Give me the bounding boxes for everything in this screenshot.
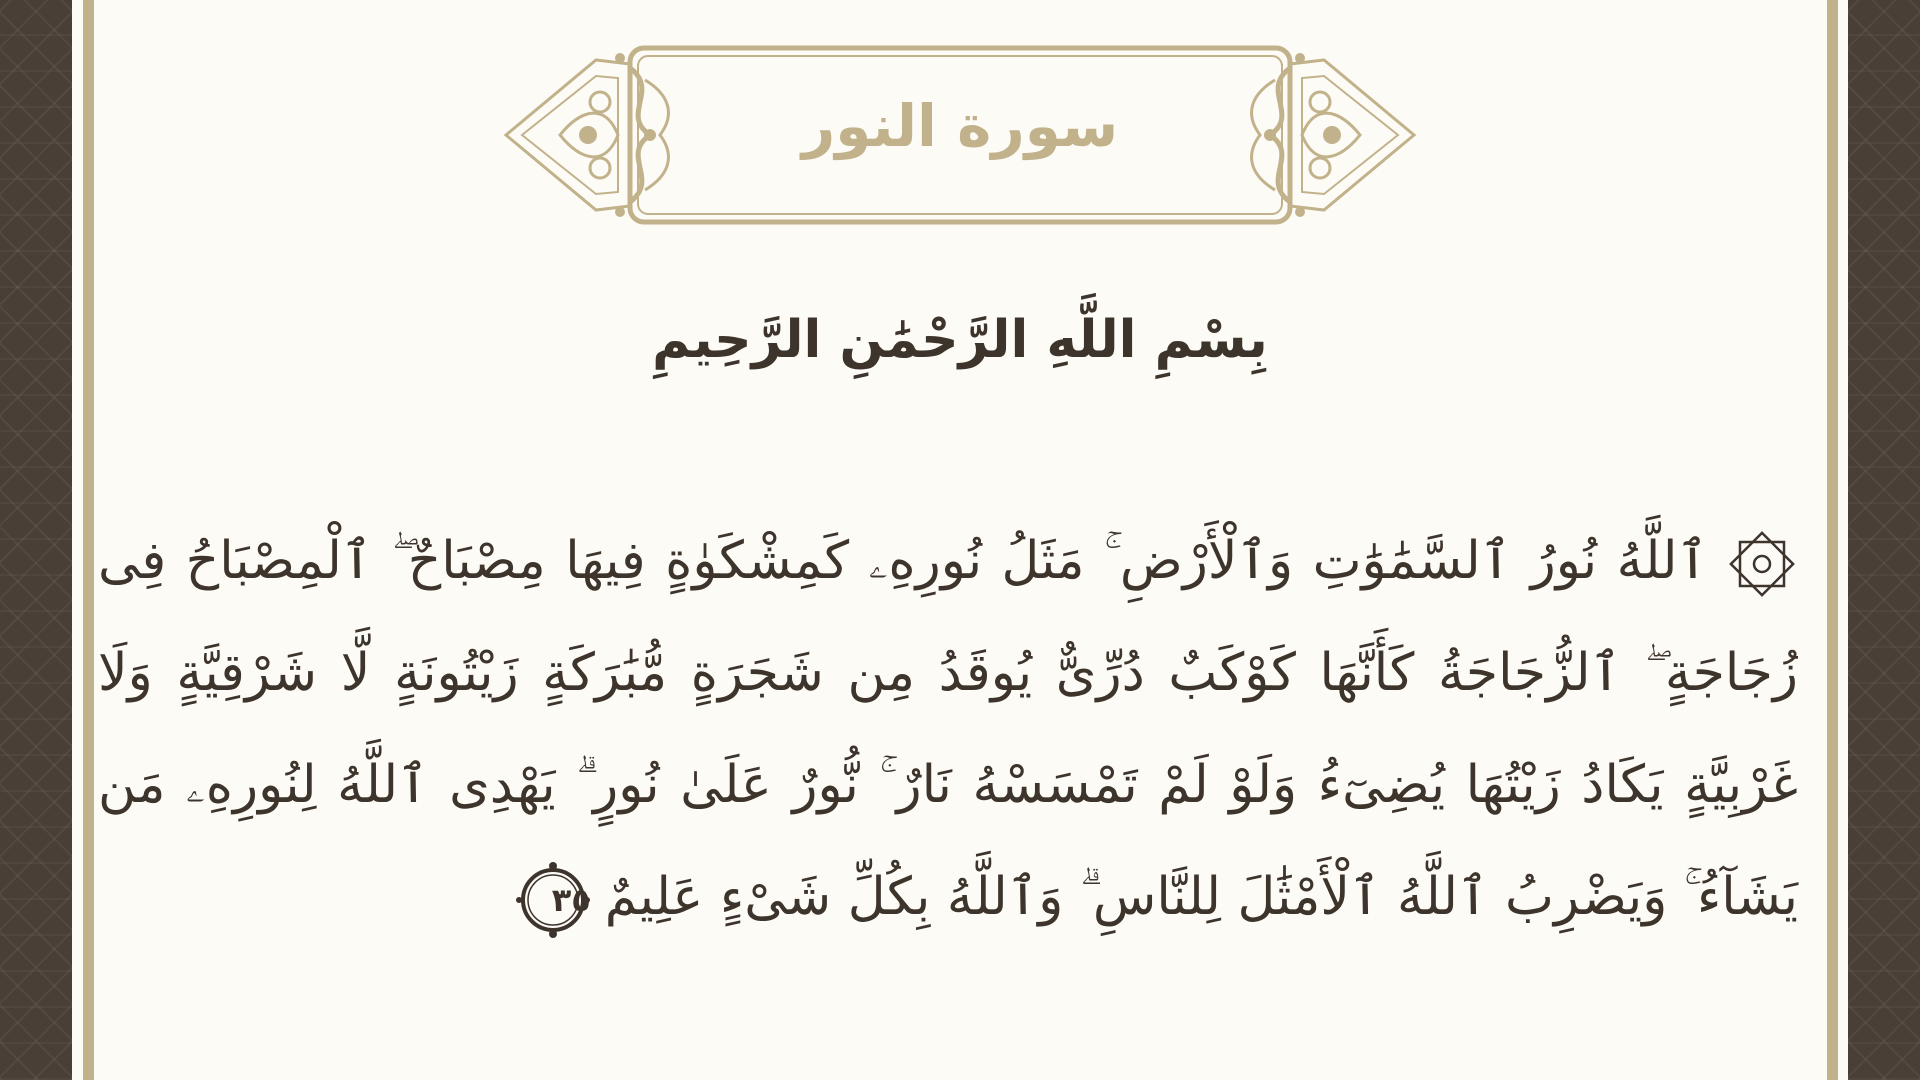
ayah-end-marker-icon [515, 862, 591, 938]
surah-title: سورة النور [801, 92, 1119, 160]
verse-number: ٣٥ [551, 881, 591, 919]
left-gold-rule [83, 0, 94, 1080]
right-gold-rule [1827, 0, 1838, 1080]
right-pattern-border [1848, 0, 1920, 1080]
left-pattern-border [0, 0, 72, 1080]
verse-block [98, 505, 1798, 953]
basmala: بِسْمِ اللَّهِ الرَّحْمَٰنِ الرَّحِيمِ [652, 310, 1268, 370]
rub-el-hizb-icon [1726, 528, 1798, 600]
verse-text: ٱللَّهُ نُورُ ٱلسَّمَٰوَٰتِ وَٱلْأَرْضِ ۚ مَثَلُ نُورِهِۦ كَمِشْكَوٰةٍ فِيهَا مِصْبَاحٌ ۖ ٱلْمِصْبَاحُ فِى زُجَاجَةٍ ۖ ٱلزُّجَاجَةُ كَأَنَّهَا كَوْكَبٌ دُرِّىٌّ يُوقَدُ مِن شَجَرَةٍ مُّبَٰرَكَةٍ زَيْتُونَةٍ لَّا شَرْقِيَّةٍ وَلَا غَرْبِيَّةٍ يَكَادُ زَيْتُهَا يُضِىٓءُ وَلَوْ لَمْ تَمْسَسْهُ نَارٌ ۚ نُّورٌ عَلَىٰ نُورٍ ۗ يَهْدِى ٱللَّهُ لِنُورِهِۦ مَن يَشَآءُ ۚ وَيَضْرِبُ ٱللَّهُ ٱلْأَمْثَٰلَ لِلنَّاسِ ۗ وَٱللَّهُ بِكُلِّ شَىْءٍ عَلِيمٌ [98, 531, 1798, 927]
